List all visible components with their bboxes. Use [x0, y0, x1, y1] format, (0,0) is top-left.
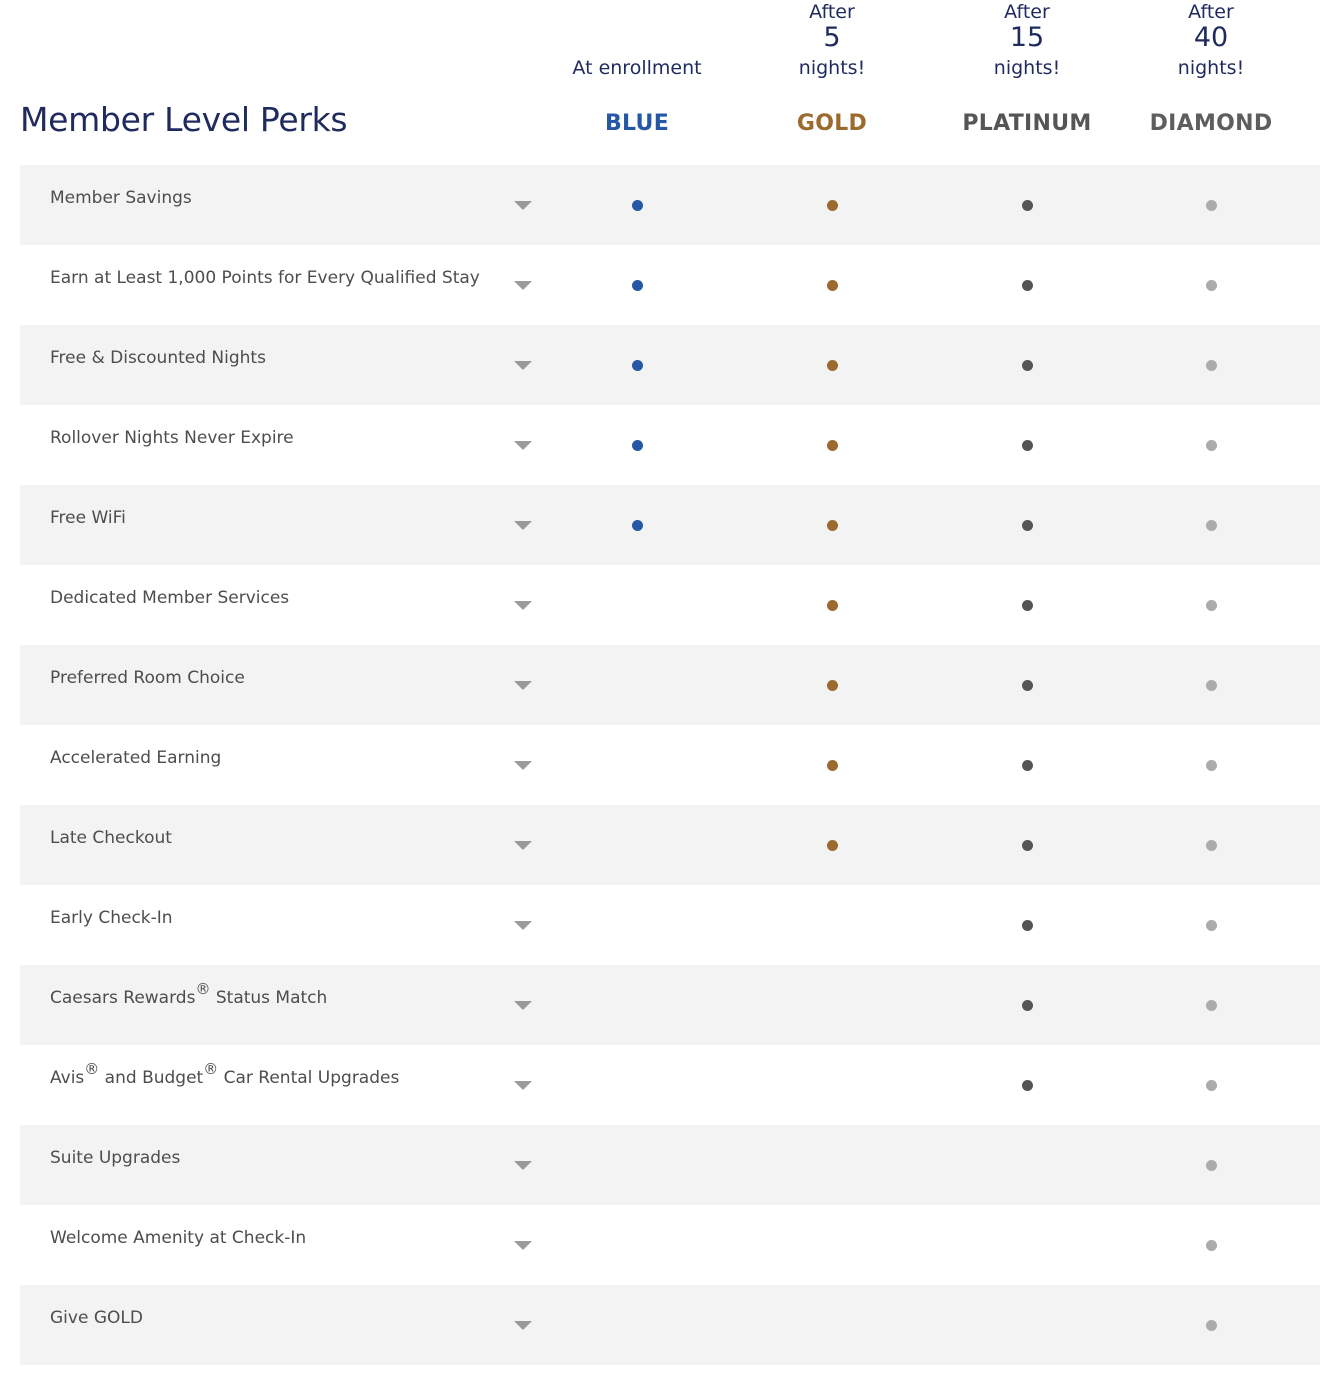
perk-label-text: Car Rental Upgrades	[218, 1068, 400, 1088]
perk-label-text: Suite Upgrades	[50, 1148, 181, 1168]
perk-label	[50, 266, 480, 290]
chevron-down-icon[interactable]	[514, 1001, 532, 1010]
blue-dot-icon	[632, 360, 643, 371]
platinum-dot-icon	[1022, 440, 1033, 451]
registered-mark: ®	[203, 1060, 219, 1079]
blue-dot-icon	[632, 520, 643, 531]
tier-requirement-suffix: nights!	[1177, 57, 1245, 79]
tier-header-platinum	[937, 0, 1117, 165]
perk-row[interactable]	[20, 805, 1320, 885]
perk-label-text: Rollover Nights Never Expire	[50, 428, 294, 448]
perk-label-text: Dedicated Member Services	[50, 588, 290, 608]
diamond-dot-icon	[1206, 360, 1217, 371]
perk-label	[50, 506, 126, 530]
tier-requirement-prefix: After	[1188, 1, 1234, 23]
perk-label-text: Free & Discounted Nights	[50, 348, 266, 368]
platinum-dot-icon	[1022, 680, 1033, 691]
perk-label-text: Avis	[50, 1068, 85, 1088]
perk-label-text: Caesars Rewards	[50, 988, 196, 1008]
diamond-dot-icon	[1206, 440, 1217, 451]
perk-row[interactable]	[20, 645, 1320, 725]
perk-row[interactable]	[20, 485, 1320, 565]
diamond-dot-icon	[1206, 1080, 1217, 1091]
diamond-dot-icon	[1206, 1240, 1217, 1251]
perk-label-text: Early Check-In	[50, 908, 173, 928]
page-title: Member Level Perks	[20, 100, 348, 139]
registered-mark: ®	[195, 980, 211, 999]
diamond-dot-icon	[1206, 840, 1217, 851]
perk-label	[50, 186, 192, 210]
gold-dot-icon	[827, 280, 838, 291]
perk-row[interactable]	[20, 885, 1320, 965]
perk-label	[50, 1226, 306, 1250]
perk-row[interactable]	[20, 1205, 1320, 1285]
perk-label	[50, 746, 221, 770]
blue-dot-icon	[632, 440, 643, 451]
diamond-dot-icon	[1206, 1000, 1217, 1011]
perk-row[interactable]	[20, 165, 1320, 245]
platinum-dot-icon	[1022, 200, 1033, 211]
platinum-dot-icon	[1022, 360, 1033, 371]
chevron-down-icon[interactable]	[514, 281, 532, 290]
diamond-dot-icon	[1206, 760, 1217, 771]
chevron-down-icon[interactable]	[514, 761, 532, 770]
tier-header-diamond	[1121, 0, 1301, 165]
chevron-down-icon[interactable]	[514, 841, 532, 850]
diamond-dot-icon	[1206, 680, 1217, 691]
perk-label	[50, 586, 289, 610]
perk-label-text: Member Savings	[50, 188, 192, 208]
tier-header-blue	[547, 0, 727, 165]
perk-row[interactable]	[20, 1285, 1320, 1365]
gold-dot-icon	[827, 760, 838, 771]
gold-dot-icon	[827, 840, 838, 851]
diamond-dot-icon	[1206, 600, 1217, 611]
tier-requirement: At enrollment	[572, 57, 702, 79]
chevron-down-icon[interactable]	[514, 441, 532, 450]
perk-row[interactable]	[20, 565, 1320, 645]
chevron-down-icon[interactable]	[514, 1161, 532, 1170]
perk-label	[50, 906, 173, 930]
chevron-down-icon[interactable]	[514, 1241, 532, 1250]
perk-row[interactable]	[20, 325, 1320, 405]
perk-row[interactable]	[20, 725, 1320, 805]
table-header	[0, 0, 1330, 165]
tier-requirement-count: 5	[823, 22, 841, 53]
chevron-down-icon[interactable]	[514, 1081, 532, 1090]
gold-dot-icon	[827, 520, 838, 531]
perk-label-text: Give GOLD	[50, 1308, 143, 1328]
tier-name: DIAMOND	[1149, 111, 1273, 136]
chevron-down-icon[interactable]	[514, 521, 532, 530]
tier-name: BLUE	[604, 111, 670, 136]
blue-dot-icon	[632, 280, 643, 291]
perk-row[interactable]	[20, 245, 1320, 325]
perk-label-text: Welcome Amenity at Check-In	[50, 1228, 307, 1248]
gold-dot-icon	[827, 680, 838, 691]
perks-table	[20, 165, 1320, 1365]
blue-dot-icon	[632, 200, 643, 211]
perk-label	[50, 980, 328, 1010]
platinum-dot-icon	[1022, 760, 1033, 771]
perk-label	[50, 346, 266, 370]
perk-label-text: Late Checkout	[50, 828, 172, 848]
platinum-dot-icon	[1022, 280, 1033, 291]
registered-mark: ®	[84, 1060, 100, 1079]
perk-label-text: Preferred Room Choice	[50, 668, 245, 688]
perk-label	[50, 1146, 180, 1170]
tier-requirement-prefix: After	[1004, 1, 1050, 23]
perk-label	[50, 826, 172, 850]
tier-header-gold	[742, 0, 922, 165]
chevron-down-icon[interactable]	[514, 921, 532, 930]
perk-label	[50, 426, 294, 450]
tier-requirement-suffix: nights!	[798, 57, 866, 79]
tier-name: GOLD	[796, 111, 868, 136]
chevron-down-icon[interactable]	[514, 1321, 532, 1330]
platinum-dot-icon	[1022, 840, 1033, 851]
perk-label-text: and Budget	[99, 1068, 204, 1088]
tier-requirement-count: 40	[1193, 22, 1229, 53]
tier-requirement-prefix: After	[809, 1, 855, 23]
diamond-dot-icon	[1206, 200, 1217, 211]
platinum-dot-icon	[1022, 1080, 1033, 1091]
gold-dot-icon	[827, 440, 838, 451]
platinum-dot-icon	[1022, 1000, 1033, 1011]
gold-dot-icon	[827, 600, 838, 611]
gold-dot-icon	[827, 200, 838, 211]
perk-label-text: Earn at Least 1,000 Points for Every Qualified Stay	[50, 268, 480, 288]
perk-label-text: Accelerated Earning	[50, 748, 222, 768]
perk-label-text: Status Match	[210, 988, 328, 1008]
perk-label	[50, 1306, 143, 1330]
diamond-dot-icon	[1206, 520, 1217, 531]
tier-requirement-count: 15	[1009, 22, 1045, 53]
perk-row[interactable]	[20, 965, 1320, 1045]
diamond-dot-icon	[1206, 280, 1217, 291]
diamond-dot-icon	[1206, 1160, 1217, 1171]
tier-requirement-suffix: nights!	[993, 57, 1061, 79]
perk-row[interactable]	[20, 1125, 1320, 1205]
perk-label-text: Free WiFi	[50, 508, 126, 528]
chevron-down-icon[interactable]	[514, 681, 532, 690]
diamond-dot-icon	[1206, 920, 1217, 931]
gold-dot-icon	[827, 360, 838, 371]
chevron-down-icon[interactable]	[514, 201, 532, 210]
diamond-dot-icon	[1206, 1320, 1217, 1331]
platinum-dot-icon	[1022, 600, 1033, 611]
tier-name: PLATINUM	[962, 111, 1092, 136]
perk-label	[50, 666, 245, 690]
perk-label	[50, 1060, 400, 1090]
platinum-dot-icon	[1022, 920, 1033, 931]
perk-row[interactable]	[20, 405, 1320, 485]
perk-row[interactable]	[20, 1045, 1320, 1125]
chevron-down-icon[interactable]	[514, 601, 532, 610]
chevron-down-icon[interactable]	[514, 361, 532, 370]
platinum-dot-icon	[1022, 520, 1033, 531]
